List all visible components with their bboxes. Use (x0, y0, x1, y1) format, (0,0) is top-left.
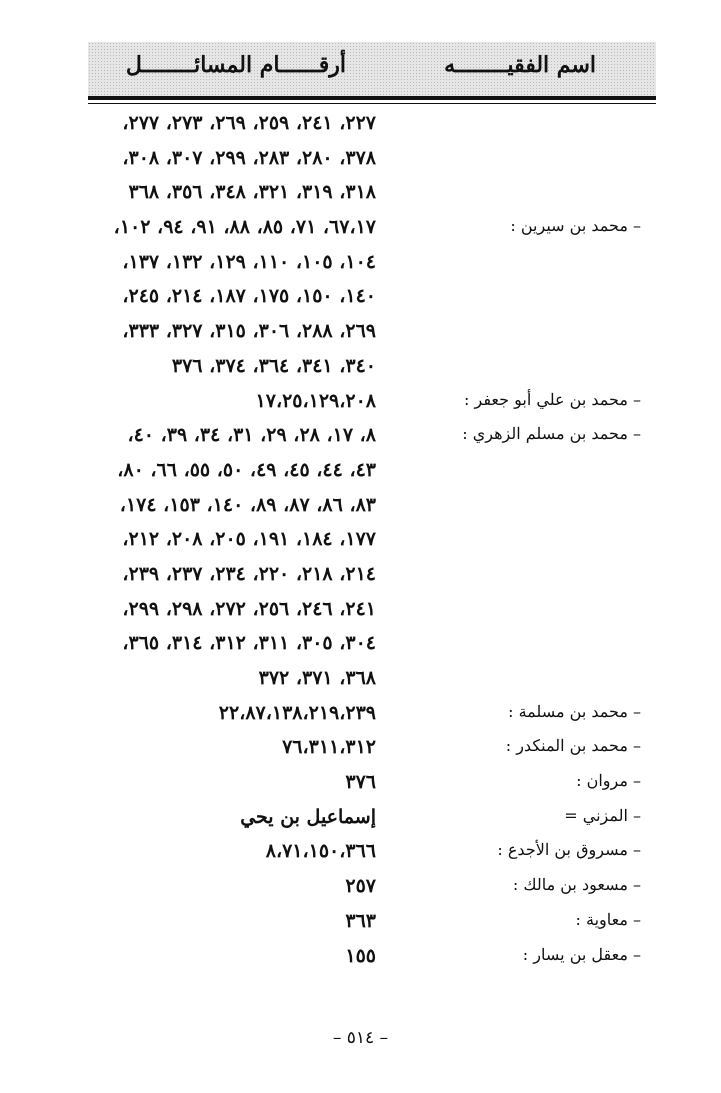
jurist-name: – مسعود بن مالك : (512, 875, 641, 895)
numbers-column-heading: أرقــــــام المسائــــــــل (125, 52, 346, 78)
index-row (0, 732, 721, 767)
issue-numbers: ٨، ١٧، ٢٨، ٢٩، ٣١، ٣٤، ٣٩، ٤٠، (127, 424, 376, 447)
index-entries (0, 108, 721, 975)
jurist-name: – محمد بن سيرين : (510, 216, 641, 236)
issue-numbers: ١٤٠، ١٥٠، ١٧٥، ١٨٧، ٢١٤، ٢٤٥، (122, 285, 376, 308)
issue-numbers: ٣١٨، ٣١٩، ٣٢١، ٣٤٨، ٣٥٦، ٣٦٨ (128, 181, 376, 204)
issue-numbers: ٣٧٨، ٢٨٠، ٢٨٣، ٢٩٩، ٣٠٧، ٣٠٨، (122, 146, 376, 169)
index-row (0, 351, 721, 386)
index-row (0, 871, 721, 906)
issue-numbers: ١٠٤، ١٠٥، ١١٠، ١٢٩، ١٣٢، ١٣٧، (122, 250, 376, 273)
issue-numbers: ٣٦٨، ٣٧١، ٣٧٢ (258, 667, 376, 689)
issue-numbers: ٧٦،٣١١،٣١٢ (282, 736, 376, 759)
index-row (0, 212, 721, 247)
index-row (0, 663, 721, 698)
page-number: – ٥١٤ – (332, 1028, 389, 1048)
index-row (0, 455, 721, 490)
issue-numbers: ٣٧٦ (345, 771, 376, 794)
index-row (0, 281, 721, 316)
index-row (0, 802, 721, 837)
issue-numbers: ٢٥٧ (345, 875, 376, 898)
jurist-name: – محمد بن مسلمة : (508, 701, 641, 721)
issue-numbers: ٢٦٩، ٢٨٨، ٣٠٦، ٣١٥، ٣٢٧، ٣٣٣، (122, 320, 376, 343)
issue-numbers: ٣٦٣ (345, 909, 376, 932)
index-row (0, 177, 721, 212)
jurist-name: – معاوية : (575, 909, 641, 929)
index-row (0, 906, 721, 941)
index-row (0, 108, 721, 143)
issue-numbers: ٤٣، ٤٤، ٤٥، ٤٩، ٥٠، ٥٥، ٦٦، ٨٠، (117, 458, 376, 481)
issue-numbers: ٨٣، ٨٦، ٨٧، ٨٩، ١٤٠، ١٥٣، ١٧٤، (119, 493, 376, 516)
index-row (0, 698, 721, 733)
header-rule-thick (88, 96, 656, 100)
index-row (0, 628, 721, 663)
issue-numbers: ٣٠٤، ٣٠٥، ٣١١، ٣١٢، ٣١٤، ٣٦٥، (122, 632, 376, 655)
jurist-name: – محمد بن المنكدر : (505, 736, 641, 756)
jurist-name: – محمد بن مسلم الزهري : (462, 424, 641, 444)
issue-numbers: ١٧،٢٥،١٢٩،٢٠٨ (255, 389, 376, 412)
jurist-name: – محمد بن علي أبو جعفر : (464, 389, 641, 409)
index-row (0, 420, 721, 455)
index-row (0, 836, 721, 871)
index-row (0, 490, 721, 525)
index-row (0, 594, 721, 629)
issue-numbers: إسماعيل بن يحي (240, 805, 376, 828)
issue-numbers: ١٧٧، ١٨٤، ١٩١، ٢٠٥، ٢٠٨، ٢١٢، (122, 528, 376, 551)
jurist-name: – مسروق بن الأجدع : (497, 840, 641, 860)
index-row (0, 143, 721, 178)
issue-numbers: ٢٢٧، ٢٤١، ٢٥٩، ٢٦٩، ٢٧٣، ٢٧٧، (122, 112, 376, 134)
issue-numbers: ١٥٥ (345, 944, 376, 967)
name-column-heading: اسم الفقيــــــــه (444, 52, 596, 78)
issue-numbers: ٣٤٠، ٣٤١، ٣٦٤، ٣٧٤، ٣٧٦ (171, 354, 376, 377)
issue-numbers: ٦٧،١٧، ٧١، ٨٥، ٨٨، ٩١، ٩٤، ١٠٢، (113, 216, 376, 239)
jurist-name: – مروان : (576, 771, 641, 791)
index-row (0, 941, 721, 976)
jurist-name: – المزني = (564, 805, 641, 825)
index-row (0, 386, 721, 421)
index-row (0, 247, 721, 282)
index-row (0, 316, 721, 351)
jurist-name: – معقل بن يسار : (522, 944, 641, 964)
index-row (0, 559, 721, 594)
index-row (0, 767, 721, 802)
index-row (0, 524, 721, 559)
issue-numbers: ٢٢،٨٧،١٣٨،٢١٩،٢٣٩ (218, 701, 376, 724)
header-rule-thin (88, 103, 656, 104)
page-header (88, 42, 656, 97)
issue-numbers: ٨،٧١،١٥٠،٣٦٦ (265, 840, 376, 863)
issue-numbers: ٢١٤، ٢١٨، ٢٢٠، ٢٣٤، ٢٣٧، ٢٣٩، (122, 562, 376, 585)
issue-numbers: ٢٤١، ٢٤٦، ٢٥٦، ٢٧٢، ٢٩٨، ٢٩٩، (122, 597, 376, 620)
